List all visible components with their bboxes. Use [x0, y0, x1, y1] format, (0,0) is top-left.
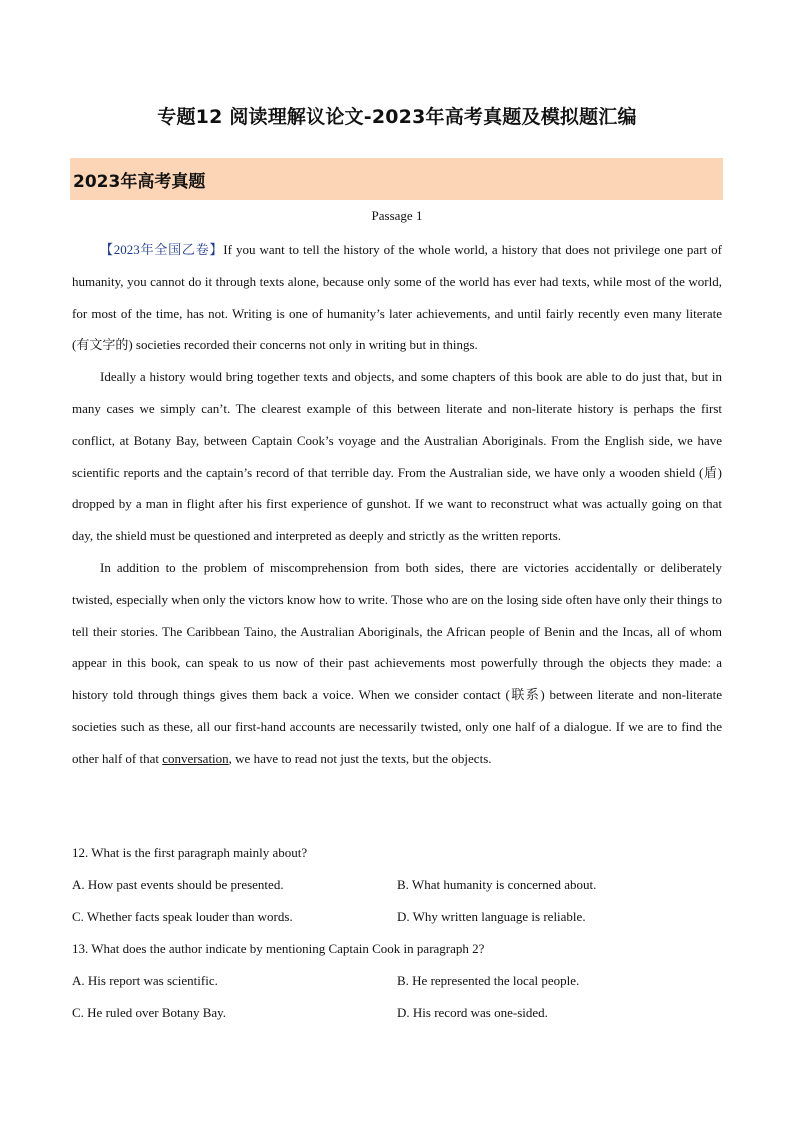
passage-body	[72, 234, 722, 775]
section-header	[70, 158, 723, 200]
option-c: C. Whether facts speak louder than words.	[72, 908, 293, 924]
option-b: B. What humanity is concerned about.	[397, 876, 597, 892]
document-title: 专题12 阅读理解议论文-2023年高考真题及模拟题汇编	[157, 106, 637, 128]
paragraph-3-text-start: In addition to the problem of miscomprehension from both sides, there are victories accidentally or deliberately twisted, especially when only the victors know how to write. Those who are on the losing side often have only their things to tell their stories. The Caribbean Taino, the Australian Aboriginals, the African people of Benin and the Incas, all of whom appear in this book, can speak to us now of their past achievements most powerfully through the objects they made: a history told through things gives them back a voice. When we consider contact (联系) between literate and non-literate societies such as these, all our first-hand accounts are necessarily twisted, only one half of a dialogue. If we are to find the other half of that	[72, 559, 722, 766]
passage-label: Passage 1	[371, 208, 423, 223]
paragraph-1-text: If you want to tell the history of the whole world, a history that does not privilege one part of humanity, you cannot do it through texts alone, because only some of the world has ever had texts, while most of the world, for most of the time, has not. Writing is one of humanity’s later achievements, and until fairly recently even many literate (有文字的) societies recorded their concerns not only in writing but in things.	[72, 242, 722, 353]
paragraph-3	[72, 552, 722, 775]
option-d: D. Why written language is reliable.	[397, 908, 586, 924]
question-stem: 12. What is the first paragraph mainly about?	[72, 845, 308, 860]
paragraph-2: Ideally a history would bring together texts and objects, and some chapters of this book are able to do just that, but in many cases we simply can’t. The clearest example of this between literate and non-literate history is perhaps the first conflict, at Botany Bay, between Captain Cook’s voyage and the Australian Aboriginals. From the English side, we have scientific reports and the captain’s record of that terrible day. From the Australian side, we have only a wooden shield (盾) dropped by a man in flight after his first experience of gunshot. If we want to reconstruct what was actually going on that day, the shield must be questioned and interpreted as deeply and strictly as the written reports.	[72, 369, 722, 544]
option-a: A. How past events should be presented.	[72, 876, 284, 892]
option-row	[72, 965, 722, 997]
underlined-word: conversation	[162, 750, 229, 766]
option-row	[72, 901, 722, 933]
option-d: D. His record was one-sided.	[397, 1004, 548, 1020]
option-c: C. He ruled over Botany Bay.	[72, 1004, 227, 1020]
option-b: B. He represented the local people.	[397, 972, 580, 988]
option-a: A. His report was scientific.	[72, 972, 218, 988]
option-row	[72, 869, 722, 901]
paragraph-1	[72, 234, 722, 361]
option-row	[72, 997, 722, 1029]
question-stem: 13. What does the author indicate by mentioning Captain Cook in paragraph 2?	[72, 940, 485, 956]
section-title: 2023年高考真题	[73, 171, 206, 192]
question-list	[72, 837, 722, 1028]
source-tag: 【2023年全国乙卷】	[100, 242, 224, 257]
paragraph-3-text-end: , we have to read not just the texts, but the objects.	[228, 750, 492, 766]
